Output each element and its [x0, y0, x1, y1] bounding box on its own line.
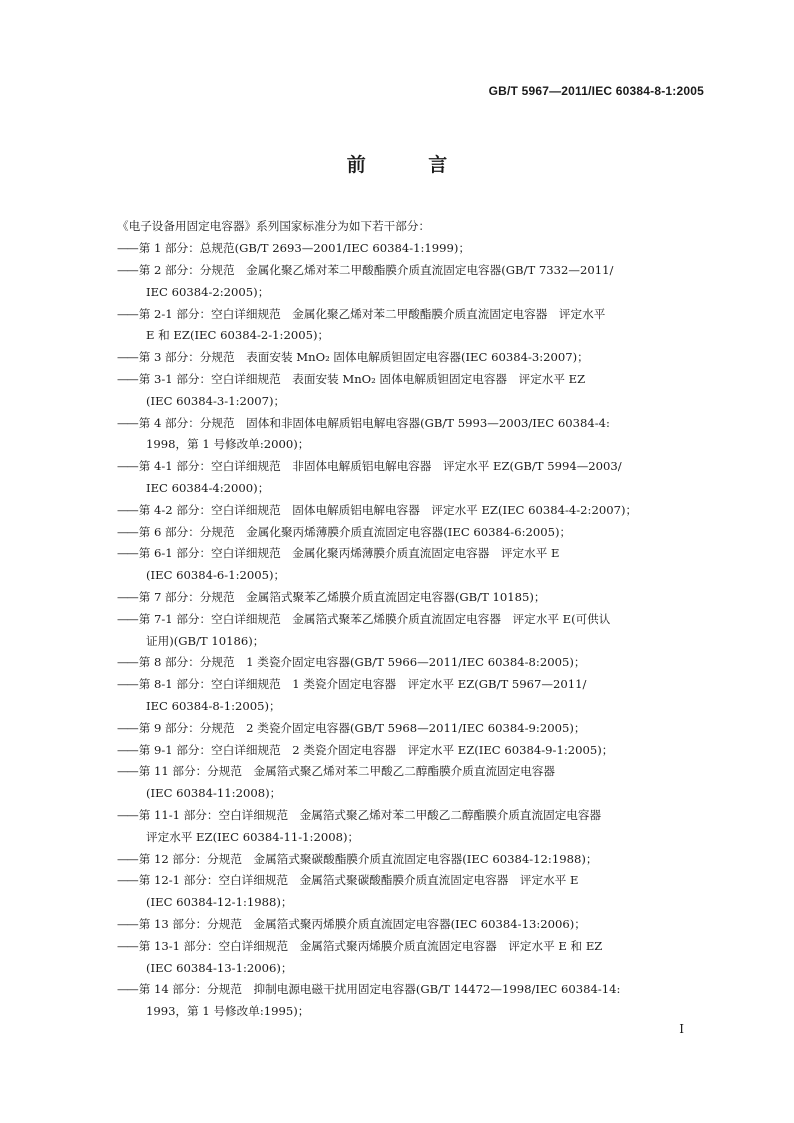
- item-text: 第 13 部分：分规范 金属箔式聚丙烯膜介质直流固定电容器(IEC 60384-13:2006)；: [138, 917, 586, 931]
- item-text: 第 9 部分：分规范 2 类瓷介固定电容器(GB/T 5968—2011/IEC 60384-9:2005)；: [138, 720, 586, 735]
- item-text-continuation: (IEC 60384-6-1:2005)；: [146, 568, 286, 583]
- list-item: [117, 740, 705, 762]
- item-dash: ——: [117, 982, 138, 997]
- list-item: [117, 761, 705, 805]
- intro-paragraph: 《电子设备用固定电容器》系列国家标准分为如下若干部分：: [117, 219, 431, 233]
- item-text: 第 8 部分：分规范 1 类瓷介固定电容器(GB/T 5966—2011/IEC 60384-8:2005)；: [138, 655, 586, 670]
- item-text-continuation: 评定水平 EZ(IEC 60384-11-1:2008)；: [146, 829, 360, 844]
- list-item: [117, 914, 705, 936]
- list-item: [117, 870, 705, 914]
- item-text: 第 6-1 部分：空白详细规范 金属化聚丙烯薄膜介质直流固定电容器 评定水平 E: [138, 546, 560, 561]
- item-dash: ——: [117, 938, 138, 953]
- list-item: [117, 609, 705, 653]
- item-dash: ——: [117, 372, 138, 387]
- page-title: 前 言: [346, 154, 476, 176]
- list-item: [117, 587, 705, 609]
- item-text: 第 2 部分：分规范 金属化聚乙烯对苯二甲酸酯膜介质直流固定电容器(GB/T 7332—2011/: [138, 263, 614, 278]
- list-item: [117, 347, 705, 369]
- item-dash: ——: [117, 524, 138, 539]
- item-dash: ——: [117, 917, 138, 931]
- item-text: 第 12-1 部分：空白详细规范 金属箔式聚碳酸酯膜介质直流固定电容器 评定水平 E: [138, 873, 579, 888]
- page-number: I: [679, 1022, 684, 1036]
- item-text: 第 4-1 部分：空白详细规范 非固体电解质铝电解电容器 评定水平 EZ(GB/T 5994—2003/: [138, 459, 622, 474]
- list-item: [117, 718, 705, 740]
- item-text-continuation: 1993，第 1 号修改单:1995)；: [146, 1004, 310, 1019]
- item-text-continuation: (IEC 60384-3-1:2007)；: [146, 393, 286, 408]
- list-item: [117, 849, 705, 871]
- list-item: [117, 238, 705, 260]
- item-text: 第 3-1 部分：空白详细规范 表面安装 MnO₂ 固体电解质钽固定电容器 评定水平 EZ: [138, 372, 586, 387]
- item-text: 第 11 部分：分规范 金属箔式聚乙烯对苯二甲酸乙二醇酯膜介质直流固定电容器: [138, 764, 556, 779]
- item-text: 第 7-1 部分：空白详细规范 金属箔式聚苯乙烯膜介质直流固定电容器 评定水平 E(可供认: [138, 611, 611, 626]
- item-dash: ——: [117, 742, 138, 757]
- item-text: 第 3 部分：分规范 表面安装 MnO₂ 固体电解质钽固定电容器(IEC 60384-3:2007)；: [138, 350, 589, 365]
- item-text: 第 14 部分：分规范 抑制电源电磁干扰用固定电容器(GB/T 14472—1998/IEC 60384-14:: [138, 982, 621, 997]
- item-dash: ——: [117, 677, 138, 692]
- item-text-continuation: 证用)(GB/T 10186)；: [146, 633, 265, 648]
- item-dash: ——: [117, 590, 138, 605]
- item-text: 第 12 部分：分规范 金属箔式聚碳酸酯膜介质直流固定电容器(IEC 60384-12:1988)；: [138, 851, 598, 866]
- list-item: [117, 456, 705, 500]
- item-dash: ——: [117, 851, 138, 866]
- item-text: 第 7 部分：分规范 金属箔式聚苯乙烯膜介质直流固定电容器(GB/T 10185)；: [138, 590, 546, 605]
- item-text-continuation: IEC 60384-2:2005)；: [146, 284, 270, 299]
- item-text: 第 13-1 部分：空白详细规范 金属箔式聚丙烯膜介质直流固定电容器 评定水平 E 和 EZ: [138, 938, 603, 953]
- item-dash: ——: [117, 263, 138, 278]
- item-dash: ——: [117, 415, 138, 430]
- item-dash: ——: [117, 808, 138, 823]
- list-item: [117, 500, 705, 522]
- item-dash: ——: [117, 611, 138, 626]
- list-item: [117, 369, 705, 413]
- standard-code-header: GB/T 5967—2011/IEC 60384-8-1:2005: [488, 84, 704, 98]
- list-item: [117, 936, 705, 980]
- item-text: 第 4-2 部分：空白详细规范 固体电解质铝电解电容器 评定水平 EZ(IEC 60384-4-2:2007)；: [138, 502, 638, 517]
- item-text-continuation: (IEC 60384-12-1:1988)；: [146, 895, 293, 910]
- list-item: [117, 522, 705, 544]
- item-text: 第 6 部分：分规范 金属化聚丙烯薄膜介质直流固定电容器(IEC 60384-6:2005)；: [138, 524, 572, 539]
- item-dash: ——: [117, 306, 138, 321]
- item-dash: ——: [117, 459, 138, 474]
- list-item: [117, 260, 705, 304]
- list-item: [117, 805, 705, 849]
- item-dash: ——: [117, 655, 138, 670]
- item-dash: ——: [117, 350, 138, 365]
- item-text-continuation: 1998，第 1 号修改单:2000)；: [146, 437, 310, 452]
- item-text-continuation: IEC 60384-8-1:2005)；: [146, 699, 281, 714]
- item-dash: ——: [117, 241, 138, 256]
- list-item: [117, 674, 705, 718]
- standard-parts-list: [117, 238, 705, 1023]
- list-item: [117, 979, 705, 1023]
- item-dash: ——: [117, 873, 138, 888]
- list-item: [117, 304, 705, 348]
- item-text: 第 8-1 部分：空白详细规范 1 类瓷介固定电容器 评定水平 EZ(GB/T 5967—2011/: [138, 677, 587, 692]
- item-text: 第 9-1 部分：空白详细规范 2 类瓷介固定电容器 评定水平 EZ(IEC 60384-9-1:2005)；: [138, 742, 614, 757]
- list-item: [117, 543, 705, 587]
- item-text-continuation: E 和 EZ(IEC 60384-2-1:2005)；: [146, 328, 330, 343]
- foreword-content: [117, 216, 705, 1023]
- list-item: [117, 652, 705, 674]
- item-text: 第 4 部分：分规范 固体和非固体电解质铝电解电容器(GB/T 5993—2003/IEC 60384-4:: [138, 415, 610, 430]
- item-text-continuation: (IEC 60384-13-1:2006)；: [146, 960, 293, 975]
- item-dash: ——: [117, 720, 138, 735]
- item-dash: ——: [117, 546, 138, 561]
- item-text-continuation: IEC 60384-4:2000)；: [146, 481, 270, 496]
- item-text: 第 1 部分：总规范(GB/T 2693—2001/IEC 60384-1:1999)；: [138, 241, 471, 256]
- item-text: 第 11-1 部分：空白详细规范 金属箔式聚乙烯对苯二甲酸乙二醇酯膜介质直流固定电容器: [138, 808, 602, 823]
- item-text-continuation: (IEC 60384-11:2008)；: [146, 786, 282, 801]
- item-dash: ——: [117, 764, 138, 779]
- item-dash: ——: [117, 502, 138, 517]
- list-item: [117, 413, 705, 457]
- item-text: 第 2-1 部分：空白详细规范 金属化聚乙烯对苯二甲酸酯膜介质直流固定电容器 评定水平: [138, 306, 606, 321]
